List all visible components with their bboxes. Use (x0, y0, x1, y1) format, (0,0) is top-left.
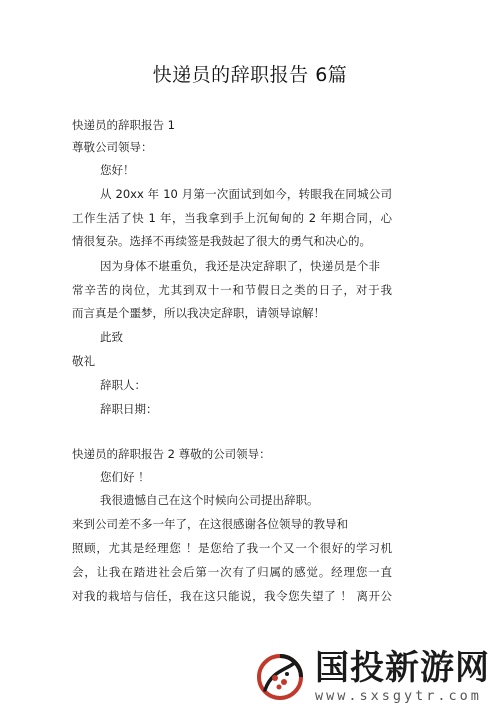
letter1-para1-line2: 工作生活了快 1 年，当我拿到手上沉甸甸的 2 年期合同，心 (72, 211, 392, 225)
letter2-para2-line4: 对我的栽培与信任，我在这只能说，我令您失望了 ！ 离开公 (72, 589, 392, 603)
letter2-heading: 快递员的辞职报告 2 尊敬的公司领导： (72, 447, 271, 461)
letter1-para2-line2: 常辛苦的岗位，尤其到双十一和节假日之类的日子，对于我 (72, 283, 392, 297)
circular-swirl-logo-icon (255, 652, 305, 702)
letter1-signer-label: 辞职人： (100, 378, 146, 392)
letter2-greeting: 您们好 ！ (100, 470, 150, 484)
letter1-salutation: 尊敬公司领导： (72, 140, 153, 154)
letter1-heading: 快递员的辞职报告 1 (72, 118, 175, 132)
letter1-para1-line1: 从 20xx 年 10 月第一次面试到如今，转眼我在同城公司 (100, 187, 392, 201)
watermark-brand-name: 国投新游网 (315, 648, 490, 688)
letter1-closing-jingli: 敬礼 (72, 354, 95, 368)
letter1-para2-line3: 而言真是个噩梦，所以我决定辞职，请领导谅解！ (72, 306, 325, 320)
watermark-url: www.sxsgytr.com (315, 688, 482, 704)
letter1-greeting: 您好！ (100, 163, 135, 177)
letter1-para1-line3: 情很复杂。选择不再续签是我鼓起了很大的勇气和决心的。 (72, 234, 371, 248)
letter1-date-label: 辞职日期： (100, 402, 158, 416)
letter2-para2-line1: 来到公司差不多一年了，在这很感谢各位领导的教导和 (72, 517, 348, 531)
letter2-para2-line3: 会，让我在踏进社会后第一次有了归属的感觉。经理您一直 (72, 565, 392, 579)
site-watermark (255, 650, 495, 704)
letter2-para1: 我很遗憾自己在这个时候向公司提出辞职。 (100, 493, 319, 507)
letter2-para2-line2: 照顾，尤其是经理您 ！是您给了我一个又一个很好的学习机 (72, 541, 392, 555)
letter1-para2-line1: 因为身体不堪重负，我还是决定辞职了，快递员是个非 (100, 259, 380, 273)
document-title: 快递员的辞职报告 6篇 (152, 64, 348, 86)
letter1-closing-cizhi: 此致 (100, 330, 123, 344)
